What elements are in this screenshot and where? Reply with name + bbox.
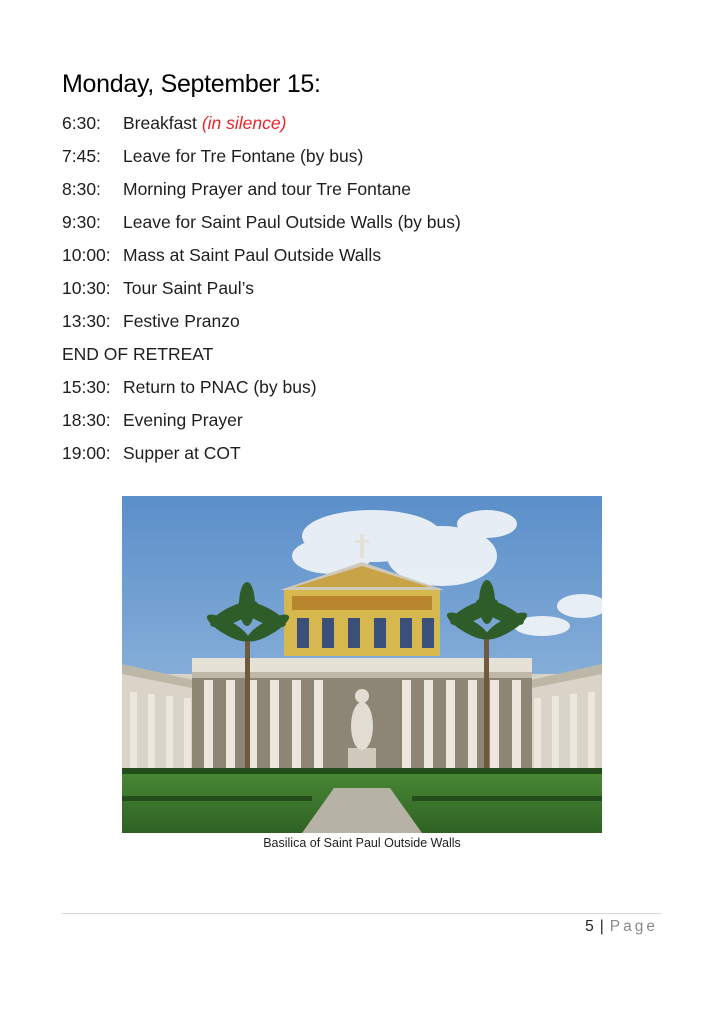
schedule-event: Morning Prayer and tour Tre Fontane: [123, 179, 411, 199]
schedule-note: (in silence): [201, 113, 287, 133]
page-title: Monday, September 15:: [62, 70, 321, 98]
page-footer: [585, 918, 658, 936]
page-label: Page: [609, 918, 658, 935]
schedule-row: [62, 275, 662, 308]
schedule-time: 7:45:: [62, 146, 101, 166]
schedule-event: Evening Prayer: [123, 410, 243, 430]
schedule-event: Return to PNAC (by bus): [123, 377, 317, 397]
schedule-time: 9:30:: [62, 212, 101, 232]
schedule-event: Leave for Saint Paul Outside Walls (by bus): [123, 212, 461, 232]
basilica-photo: [122, 496, 602, 833]
schedule-event: Leave for Tre Fontane (by bus): [123, 146, 364, 166]
schedule-row: [62, 209, 662, 242]
schedule-row: [62, 407, 662, 440]
schedule-section-label: END OF RETREAT: [62, 344, 214, 364]
schedule-time: 10:00:: [62, 245, 111, 265]
schedule-row: [62, 143, 662, 176]
footer-divider: [62, 913, 662, 914]
schedule-time: 6:30:: [62, 113, 101, 133]
footer-separator: |: [599, 918, 604, 935]
schedule-event: Mass at Saint Paul Outside Walls: [123, 245, 382, 265]
schedule-row: [62, 341, 662, 374]
schedule-time: 10:30:: [62, 278, 111, 298]
schedule-row: [62, 440, 662, 473]
schedule-row: [62, 374, 662, 407]
schedule-list: [62, 110, 662, 473]
schedule-event: Festive Pranzo: [123, 311, 240, 331]
schedule-time: 18:30:: [62, 410, 111, 430]
schedule-row: [62, 308, 662, 341]
schedule-row: [62, 176, 662, 209]
schedule-time: 19:00:: [62, 443, 111, 463]
schedule-time: 8:30:: [62, 179, 101, 199]
schedule-event: Supper at COT: [123, 443, 241, 463]
photo-caption: Basilica of Saint Paul Outside Walls: [263, 836, 461, 850]
schedule-time: 13:30:: [62, 311, 111, 331]
schedule-row: [62, 110, 662, 143]
page-number: 5: [585, 918, 594, 935]
schedule-event: Breakfast: [123, 113, 197, 133]
schedule-time: 15:30:: [62, 377, 111, 397]
schedule-event: Tour Saint Paul’s: [123, 278, 255, 298]
schedule-row: [62, 242, 662, 275]
